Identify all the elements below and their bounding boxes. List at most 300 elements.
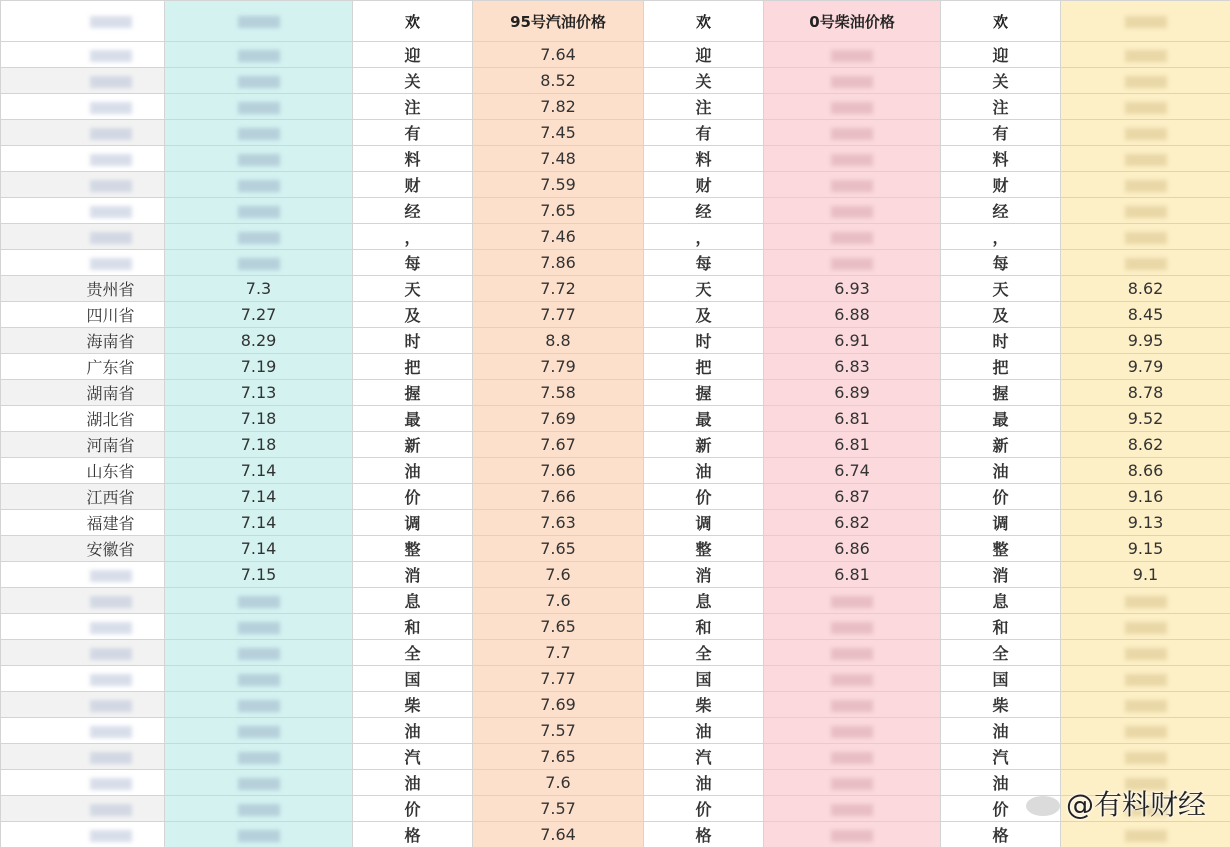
redacted-value xyxy=(90,752,132,764)
price-95-cell: 7.77 xyxy=(473,666,644,692)
redacted-value xyxy=(90,700,132,712)
message-char-cell: 息 xyxy=(941,588,1061,614)
redacted-value xyxy=(90,76,132,88)
price-95-cell: 7.66 xyxy=(473,458,644,484)
price-0-diesel-cell xyxy=(764,796,941,822)
message-char-cell: 注 xyxy=(644,94,764,120)
table-row xyxy=(1,510,1230,536)
province-cell xyxy=(1,718,165,744)
message-char-cell: 整 xyxy=(353,536,473,562)
table-row xyxy=(1,406,1230,432)
redacted-value xyxy=(1125,180,1167,192)
price-92-cell xyxy=(165,666,353,692)
message-char-cell: 天 xyxy=(941,276,1061,302)
header-char-1: 欢 xyxy=(353,1,473,42)
message-char-cell: 全 xyxy=(353,640,473,666)
price-95-cell: 7.59 xyxy=(473,172,644,198)
redacted-value xyxy=(238,830,280,842)
redacted-value xyxy=(831,726,873,738)
message-char-cell: 每 xyxy=(353,250,473,276)
province-cell xyxy=(1,94,165,120)
redacted-value xyxy=(90,726,132,738)
message-char-cell: 经 xyxy=(353,198,473,224)
price-92-cell xyxy=(165,146,353,172)
price-92-cell: 7.27 xyxy=(165,302,353,328)
message-char-cell: 汽 xyxy=(644,744,764,770)
price-92-cell xyxy=(165,120,353,146)
redacted-value xyxy=(1125,50,1167,62)
price-95-cell: 7.46 xyxy=(473,224,644,250)
message-char-cell: 天 xyxy=(353,276,473,302)
message-char-cell: 财 xyxy=(941,172,1061,198)
table-row xyxy=(1,42,1230,68)
redacted-value xyxy=(238,674,280,686)
redacted-value xyxy=(90,778,132,790)
message-char-cell: 新 xyxy=(353,432,473,458)
message-char-cell: 消 xyxy=(941,562,1061,588)
redacted-value xyxy=(90,830,132,842)
table-row xyxy=(1,458,1230,484)
table-row xyxy=(1,588,1230,614)
table-row xyxy=(1,302,1230,328)
redacted-value xyxy=(831,206,873,218)
redacted-value xyxy=(238,258,280,270)
header-char-2: 欢 xyxy=(644,1,764,42)
price-0-diesel-cell: 6.86 xyxy=(764,536,941,562)
province-cell xyxy=(1,198,165,224)
price-92-cell: 8.29 xyxy=(165,328,353,354)
price-0-diesel-cell xyxy=(764,822,941,848)
price-0-diesel-cell xyxy=(764,172,941,198)
province-cell xyxy=(1,224,165,250)
message-char-cell: 国 xyxy=(644,666,764,692)
table-row xyxy=(1,354,1230,380)
redacted-value xyxy=(238,752,280,764)
price-98-cell xyxy=(1061,822,1230,848)
province-cell xyxy=(1,588,165,614)
price-95-cell: 7.86 xyxy=(473,250,644,276)
message-char-cell: ， xyxy=(941,224,1061,250)
province-cell xyxy=(1,120,165,146)
price-0-diesel-cell xyxy=(764,198,941,224)
table-row xyxy=(1,666,1230,692)
message-char-cell: 最 xyxy=(941,406,1061,432)
table-row xyxy=(1,614,1230,640)
price-95-cell: 8.8 xyxy=(473,328,644,354)
price-98-cell xyxy=(1061,224,1230,250)
price-98-cell xyxy=(1061,744,1230,770)
price-92-cell xyxy=(165,692,353,718)
redacted-value xyxy=(1125,76,1167,88)
message-char-cell: 整 xyxy=(941,536,1061,562)
redacted-value xyxy=(90,154,132,166)
price-0-diesel-cell xyxy=(764,42,941,68)
redacted-value xyxy=(831,128,873,140)
redacted-value xyxy=(238,102,280,114)
message-char-cell: 油 xyxy=(353,458,473,484)
redacted-value xyxy=(1125,128,1167,140)
redacted-value xyxy=(1125,622,1167,634)
price-98-cell: 9.52 xyxy=(1061,406,1230,432)
message-char-cell: 最 xyxy=(353,406,473,432)
redacted-value xyxy=(1125,596,1167,608)
price-98-cell: 8.66 xyxy=(1061,458,1230,484)
message-char-cell: 息 xyxy=(353,588,473,614)
message-char-cell: 时 xyxy=(941,328,1061,354)
redacted-value xyxy=(831,596,873,608)
price-92-cell: 7.14 xyxy=(165,510,353,536)
price-0-diesel-cell xyxy=(764,68,941,94)
redacted-value xyxy=(831,752,873,764)
price-0-diesel-cell: 6.81 xyxy=(764,562,941,588)
province-cell: 河南省 xyxy=(1,432,165,458)
message-char-cell: 有 xyxy=(941,120,1061,146)
price-92-cell: 7.18 xyxy=(165,432,353,458)
province-cell: 安徽省 xyxy=(1,536,165,562)
price-95-cell: 7.57 xyxy=(473,718,644,744)
message-char-cell: 天 xyxy=(644,276,764,302)
table-row xyxy=(1,432,1230,458)
redacted-value xyxy=(1125,102,1167,114)
province-cell: 湖南省 xyxy=(1,380,165,406)
price-98-cell: 8.62 xyxy=(1061,432,1230,458)
message-char-cell: 和 xyxy=(644,614,764,640)
price-98-cell xyxy=(1061,172,1230,198)
price-0-diesel-cell xyxy=(764,744,941,770)
table-row xyxy=(1,328,1230,354)
message-char-cell: 时 xyxy=(353,328,473,354)
redacted-value xyxy=(1125,258,1167,270)
message-char-cell: 每 xyxy=(941,250,1061,276)
price-0-diesel-cell xyxy=(764,94,941,120)
redacted-value xyxy=(238,76,280,88)
province-cell xyxy=(1,172,165,198)
price-95-cell: 8.52 xyxy=(473,68,644,94)
redacted-value xyxy=(831,804,873,816)
redacted-value xyxy=(1125,648,1167,660)
message-char-cell: 迎 xyxy=(353,42,473,68)
redacted-value xyxy=(238,232,280,244)
price-95-cell: 7.69 xyxy=(473,406,644,432)
table-row xyxy=(1,484,1230,510)
redacted-value xyxy=(90,102,132,114)
price-0-diesel-cell xyxy=(764,666,941,692)
price-95-cell: 7.66 xyxy=(473,484,644,510)
price-92-cell xyxy=(165,640,353,666)
message-char-cell: 注 xyxy=(941,94,1061,120)
price-95-cell: 7.45 xyxy=(473,120,644,146)
message-char-cell: 及 xyxy=(644,302,764,328)
price-98-cell xyxy=(1061,692,1230,718)
message-char-cell: 把 xyxy=(644,354,764,380)
table-row xyxy=(1,198,1230,224)
message-char-cell: 油 xyxy=(644,770,764,796)
price-95-cell: 7.48 xyxy=(473,146,644,172)
redacted-value xyxy=(831,830,873,842)
price-0-diesel-cell: 6.81 xyxy=(764,406,941,432)
table-row xyxy=(1,68,1230,94)
message-char-cell: 迎 xyxy=(644,42,764,68)
price-0-diesel-cell: 6.91 xyxy=(764,328,941,354)
redacted-value xyxy=(831,102,873,114)
price-95-cell: 7.65 xyxy=(473,744,644,770)
message-char-cell: 有 xyxy=(644,120,764,146)
price-98-cell xyxy=(1061,120,1230,146)
redacted-value xyxy=(1125,154,1167,166)
message-char-cell: 油 xyxy=(353,718,473,744)
redacted-value xyxy=(831,180,873,192)
redacted-value xyxy=(1125,726,1167,738)
message-char-cell: 全 xyxy=(941,640,1061,666)
price-92-cell xyxy=(165,614,353,640)
message-char-cell: 时 xyxy=(644,328,764,354)
price-0-diesel-cell xyxy=(764,146,941,172)
watermark-logo-icon xyxy=(1026,796,1060,816)
redacted-value xyxy=(1125,830,1167,842)
message-char-cell: 把 xyxy=(353,354,473,380)
price-98-cell xyxy=(1061,94,1230,120)
price-95-cell: 7.82 xyxy=(473,94,644,120)
table-row xyxy=(1,146,1230,172)
price-92-cell xyxy=(165,198,353,224)
message-char-cell: 整 xyxy=(644,536,764,562)
message-char-cell: 消 xyxy=(644,562,764,588)
redacted-value xyxy=(90,648,132,660)
province-cell: 海南省 xyxy=(1,328,165,354)
province-cell xyxy=(1,770,165,796)
redacted-value xyxy=(831,622,873,634)
message-char-cell: 格 xyxy=(941,822,1061,848)
price-92-cell xyxy=(165,588,353,614)
message-char-cell: 握 xyxy=(644,380,764,406)
price-0-diesel-cell xyxy=(764,614,941,640)
message-char-cell: 油 xyxy=(941,770,1061,796)
message-char-cell: 油 xyxy=(644,458,764,484)
redacted-value xyxy=(238,804,280,816)
table-row xyxy=(1,94,1230,120)
price-92-cell: 7.14 xyxy=(165,484,353,510)
table-row xyxy=(1,562,1230,588)
price-0-diesel-cell: 6.93 xyxy=(764,276,941,302)
message-char-cell: 关 xyxy=(353,68,473,94)
redacted-value xyxy=(831,76,873,88)
price-0-diesel-cell: 6.89 xyxy=(764,380,941,406)
redacted-value xyxy=(1125,752,1167,764)
price-0-diesel-cell: 6.87 xyxy=(764,484,941,510)
price-95-cell: 7.58 xyxy=(473,380,644,406)
price-92-cell xyxy=(165,822,353,848)
redacted-value xyxy=(238,180,280,192)
redacted-value xyxy=(90,50,132,62)
price-95-cell: 7.67 xyxy=(473,432,644,458)
message-char-cell: 调 xyxy=(941,510,1061,536)
province-cell xyxy=(1,250,165,276)
redacted-value xyxy=(238,128,280,140)
redacted-value xyxy=(238,596,280,608)
price-98-cell xyxy=(1061,146,1230,172)
message-char-cell: 把 xyxy=(941,354,1061,380)
message-char-cell: 握 xyxy=(941,380,1061,406)
message-char-cell: 料 xyxy=(941,146,1061,172)
header-char-3: 欢 xyxy=(941,1,1061,42)
price-0-diesel-cell xyxy=(764,692,941,718)
province-cell: 山东省 xyxy=(1,458,165,484)
redacted-value xyxy=(831,700,873,712)
price-98-cell xyxy=(1061,68,1230,94)
price-98-cell xyxy=(1061,250,1230,276)
price-98-cell xyxy=(1061,718,1230,744)
message-char-cell: 握 xyxy=(353,380,473,406)
price-95-cell: 7.65 xyxy=(473,536,644,562)
redacted-value xyxy=(90,596,132,608)
redacted-value xyxy=(1125,700,1167,712)
price-98-cell: 9.13 xyxy=(1061,510,1230,536)
province-cell: 广东省 xyxy=(1,354,165,380)
province-cell: 福建省 xyxy=(1,510,165,536)
redacted-value xyxy=(90,804,132,816)
price-0-diesel-cell: 6.88 xyxy=(764,302,941,328)
message-char-cell: 和 xyxy=(941,614,1061,640)
redacted-value xyxy=(831,648,873,660)
redacted-value xyxy=(831,232,873,244)
message-char-cell: 每 xyxy=(644,250,764,276)
province-cell xyxy=(1,42,165,68)
price-0-diesel-cell xyxy=(764,640,941,666)
province-cell xyxy=(1,666,165,692)
province-cell xyxy=(1,146,165,172)
price-95-cell: 7.69 xyxy=(473,692,644,718)
message-char-cell: 格 xyxy=(644,822,764,848)
price-95-cell: 7.65 xyxy=(473,198,644,224)
message-char-cell: 国 xyxy=(941,666,1061,692)
message-char-cell: 关 xyxy=(941,68,1061,94)
table-row xyxy=(1,536,1230,562)
message-char-cell: 经 xyxy=(644,198,764,224)
message-char-cell: 新 xyxy=(644,432,764,458)
message-char-cell: 财 xyxy=(353,172,473,198)
message-char-cell: 汽 xyxy=(941,744,1061,770)
price-98-cell: 9.15 xyxy=(1061,536,1230,562)
province-cell xyxy=(1,562,165,588)
redacted-value xyxy=(238,700,280,712)
table-row xyxy=(1,250,1230,276)
table-row xyxy=(1,172,1230,198)
price-95-cell: 7.64 xyxy=(473,822,644,848)
table-row xyxy=(1,718,1230,744)
price-92-cell xyxy=(165,224,353,250)
province-cell xyxy=(1,640,165,666)
price-95-cell: 7.64 xyxy=(473,42,644,68)
message-char-cell: ， xyxy=(353,224,473,250)
province-cell: 贵州省 xyxy=(1,276,165,302)
table-row xyxy=(1,640,1230,666)
redacted-value xyxy=(90,258,132,270)
message-char-cell: 价 xyxy=(941,484,1061,510)
price-92-cell: 7.15 xyxy=(165,562,353,588)
price-92-cell xyxy=(165,94,353,120)
message-char-cell: 汽 xyxy=(353,744,473,770)
price-95-cell: 7.79 xyxy=(473,354,644,380)
message-char-cell: 格 xyxy=(353,822,473,848)
price-0-diesel-cell: 6.83 xyxy=(764,354,941,380)
table-row xyxy=(1,692,1230,718)
table-row xyxy=(1,380,1230,406)
message-char-cell: 油 xyxy=(644,718,764,744)
message-char-cell: 料 xyxy=(644,146,764,172)
message-char-cell: 柴 xyxy=(644,692,764,718)
price-92-cell xyxy=(165,68,353,94)
price-98-cell xyxy=(1061,666,1230,692)
redacted-value xyxy=(238,648,280,660)
price-0-diesel-cell: 6.82 xyxy=(764,510,941,536)
message-char-cell: 新 xyxy=(941,432,1061,458)
header-row xyxy=(1,1,1230,42)
price-98-cell xyxy=(1061,198,1230,224)
price-98-cell: 9.79 xyxy=(1061,354,1230,380)
province-cell xyxy=(1,744,165,770)
redacted-value xyxy=(90,128,132,140)
price-0-diesel-cell: 6.74 xyxy=(764,458,941,484)
price-92-cell xyxy=(165,744,353,770)
table-row xyxy=(1,276,1230,302)
message-char-cell: 料 xyxy=(353,146,473,172)
redacted-value xyxy=(831,154,873,166)
watermark-text: @有料财经 xyxy=(1066,788,1206,821)
message-char-cell: 息 xyxy=(644,588,764,614)
price-92-cell xyxy=(165,250,353,276)
header-95-price: 95号汽油价格 xyxy=(473,1,644,42)
table-row xyxy=(1,224,1230,250)
province-cell: 四川省 xyxy=(1,302,165,328)
price-0-diesel-cell xyxy=(764,718,941,744)
message-char-cell: 和 xyxy=(353,614,473,640)
price-98-cell: 9.95 xyxy=(1061,328,1230,354)
redacted-value xyxy=(831,778,873,790)
price-95-cell: 7.77 xyxy=(473,302,644,328)
price-0-diesel-cell xyxy=(764,770,941,796)
province-cell: 江西省 xyxy=(1,484,165,510)
message-char-cell: 财 xyxy=(644,172,764,198)
price-98-cell: 9.16 xyxy=(1061,484,1230,510)
price-0-diesel-cell xyxy=(764,588,941,614)
price-92-cell: 7.18 xyxy=(165,406,353,432)
price-95-cell: 7.63 xyxy=(473,510,644,536)
price-98-cell xyxy=(1061,614,1230,640)
redacted-value xyxy=(90,674,132,686)
message-char-cell: 关 xyxy=(644,68,764,94)
redacted-value xyxy=(238,154,280,166)
price-98-cell xyxy=(1061,640,1230,666)
price-98-cell: 9.1 xyxy=(1061,562,1230,588)
redacted-value xyxy=(1125,206,1167,218)
price-95-cell: 7.57 xyxy=(473,796,644,822)
message-char-cell: 及 xyxy=(353,302,473,328)
price-95-cell: 7.6 xyxy=(473,770,644,796)
message-char-cell: 柴 xyxy=(353,692,473,718)
message-char-cell: 经 xyxy=(941,198,1061,224)
province-cell xyxy=(1,796,165,822)
province-cell xyxy=(1,822,165,848)
price-92-cell: 7.13 xyxy=(165,380,353,406)
price-92-cell: 7.14 xyxy=(165,536,353,562)
table-row xyxy=(1,822,1230,848)
redacted-value xyxy=(238,50,280,62)
watermark xyxy=(1026,783,1206,823)
message-char-cell: 价 xyxy=(644,484,764,510)
message-char-cell: 油 xyxy=(941,458,1061,484)
price-98-cell: 8.62 xyxy=(1061,276,1230,302)
message-char-cell: 注 xyxy=(353,94,473,120)
